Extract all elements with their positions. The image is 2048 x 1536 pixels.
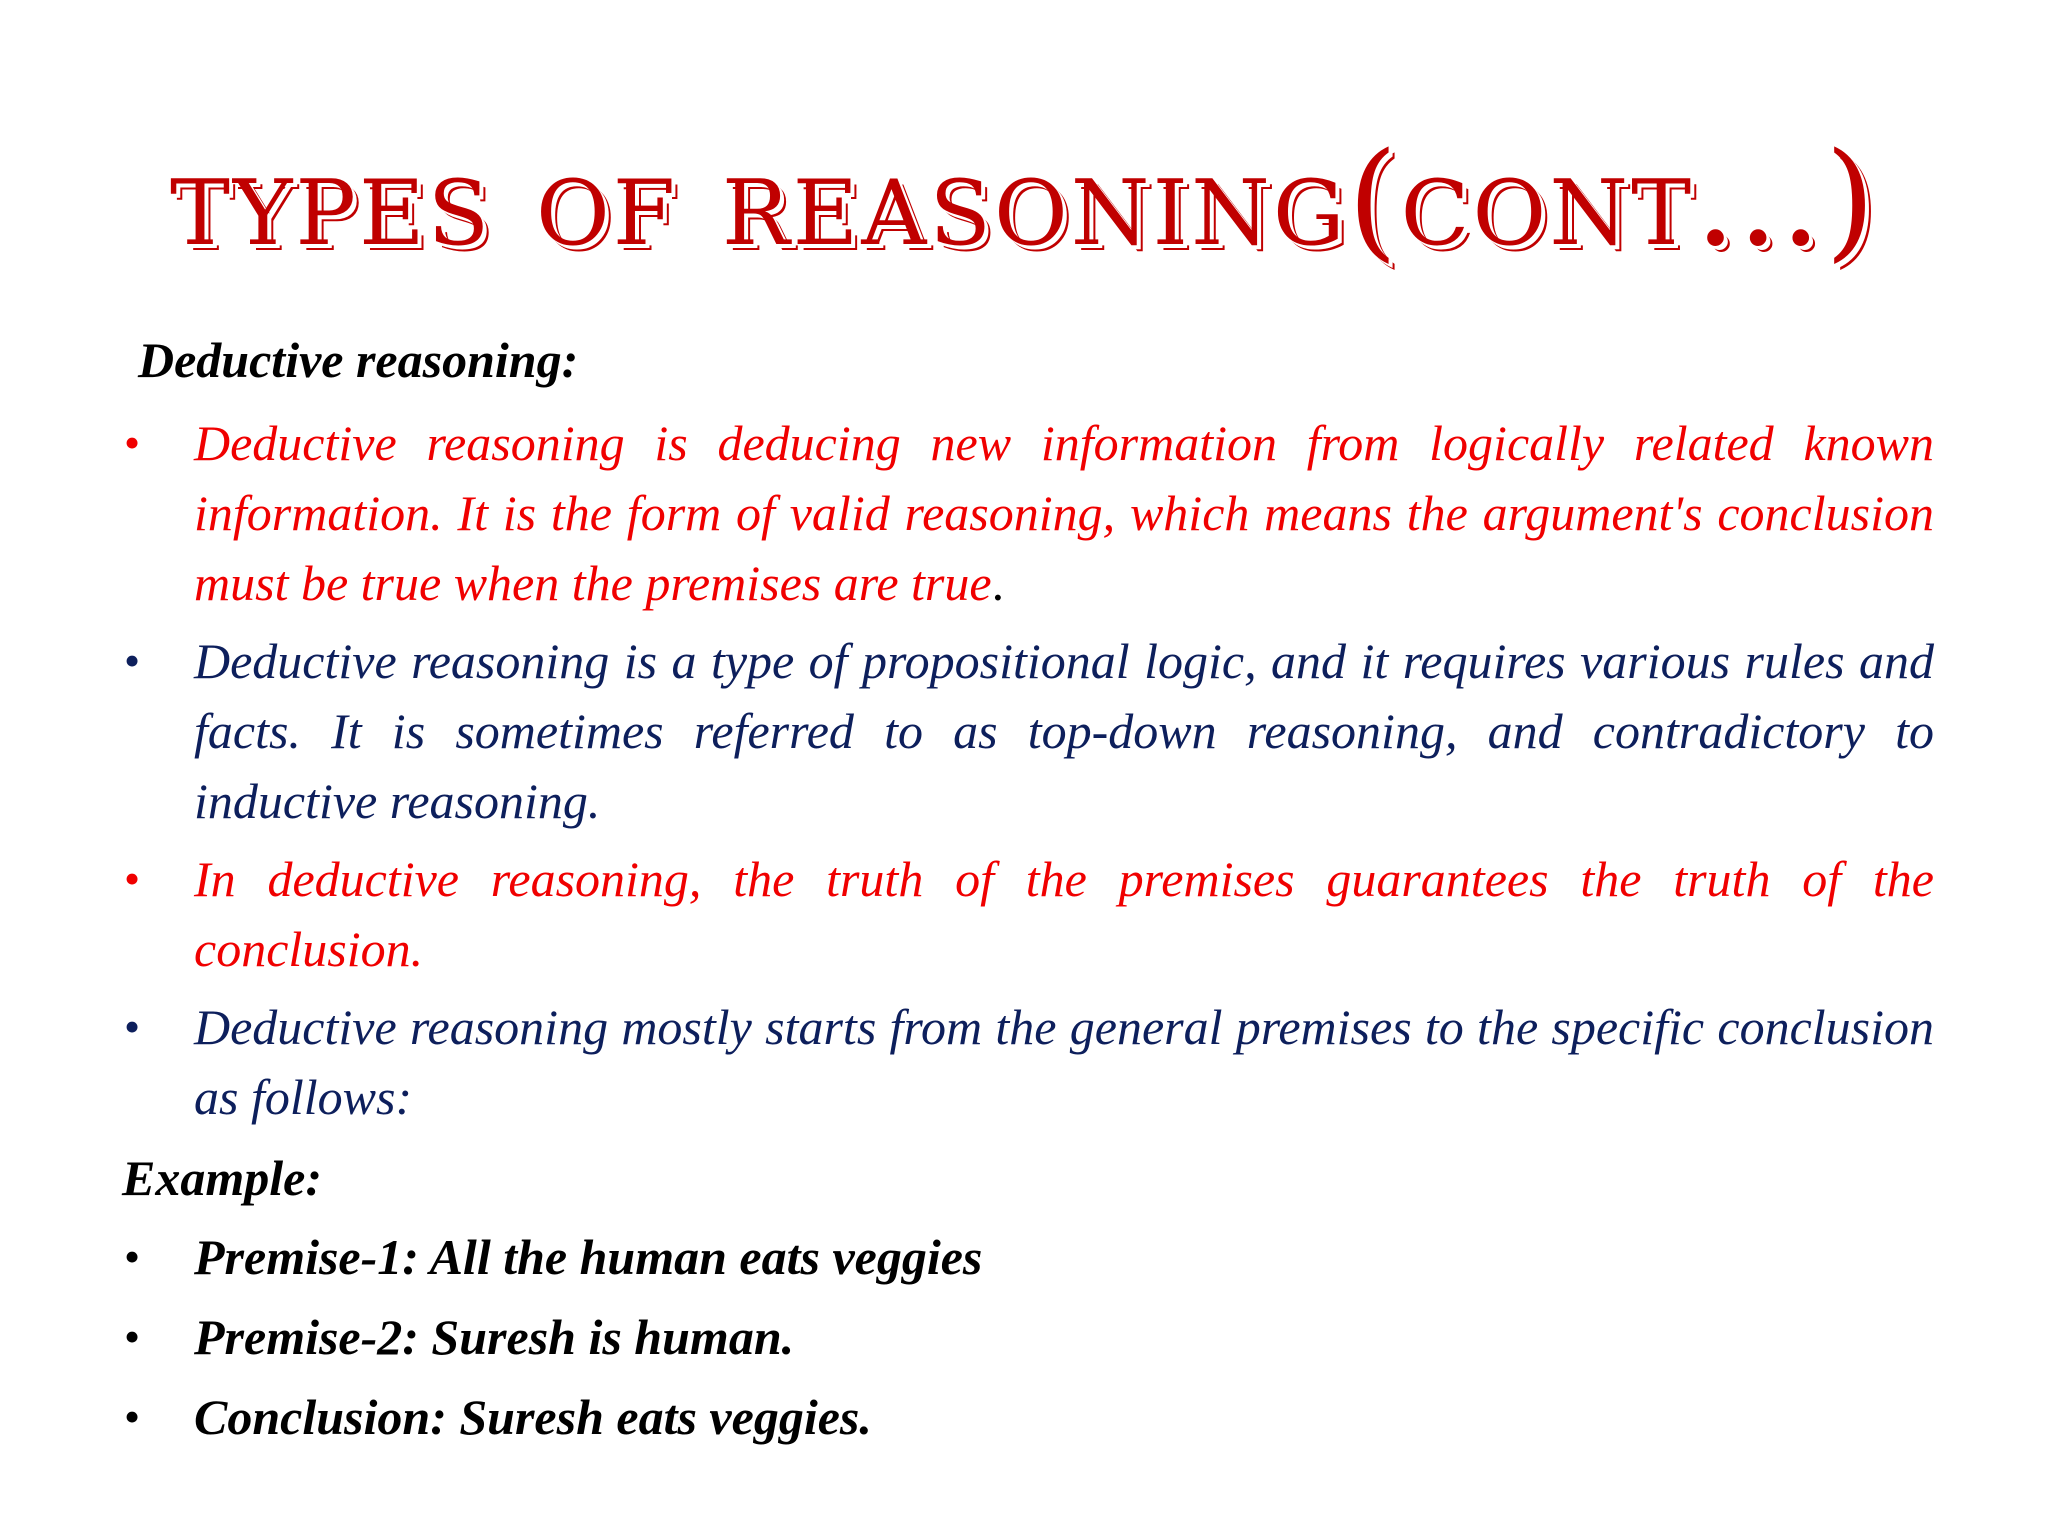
example-text: Conclusion: Suresh eats veggies. — [194, 1389, 872, 1445]
bullet-marker: • — [124, 1391, 141, 1442]
bullet-marker: • — [124, 853, 141, 904]
bullet-marker: • — [124, 1311, 141, 1362]
bullet-marker: • — [124, 1231, 141, 1282]
example-text: Premise-1: All the human eats veggies — [194, 1229, 983, 1285]
bullet-text: Deductive reasoning mostly starts from the general premises to the specific conclusion as follows: — [194, 999, 1934, 1125]
bullet-marker: • — [124, 635, 141, 686]
bullet-text — [194, 408, 1934, 618]
bullet-trailing-period: . — [991, 555, 1005, 611]
section-heading-deductive: Deductive reasoning: — [138, 332, 579, 388]
bullet-marker: • — [124, 1001, 141, 1052]
bullet-text-content: Deductive reasoning is deducing new information from logically related known information. It is the form of valid reasoning, which means the argument's conclusion must be true when the premises are true — [194, 415, 1934, 611]
section-heading-example: Example: — [122, 1150, 322, 1206]
bullet-text: Deductive reasoning is a type of propositional logic, and it requires various rules and facts. It is sometimes referred to as top-down reasoning, and contradictory to inductive reasoning. — [194, 633, 1934, 829]
slide-title: types of reasoning(cont…) — [169, 126, 1879, 275]
bullet-text: In deductive reasoning, the truth of the premises guarantees the truth of the conclusion. — [194, 851, 1934, 977]
example-text: Premise-2: Suresh is human. — [194, 1309, 795, 1365]
bullet-marker: • — [124, 417, 141, 468]
